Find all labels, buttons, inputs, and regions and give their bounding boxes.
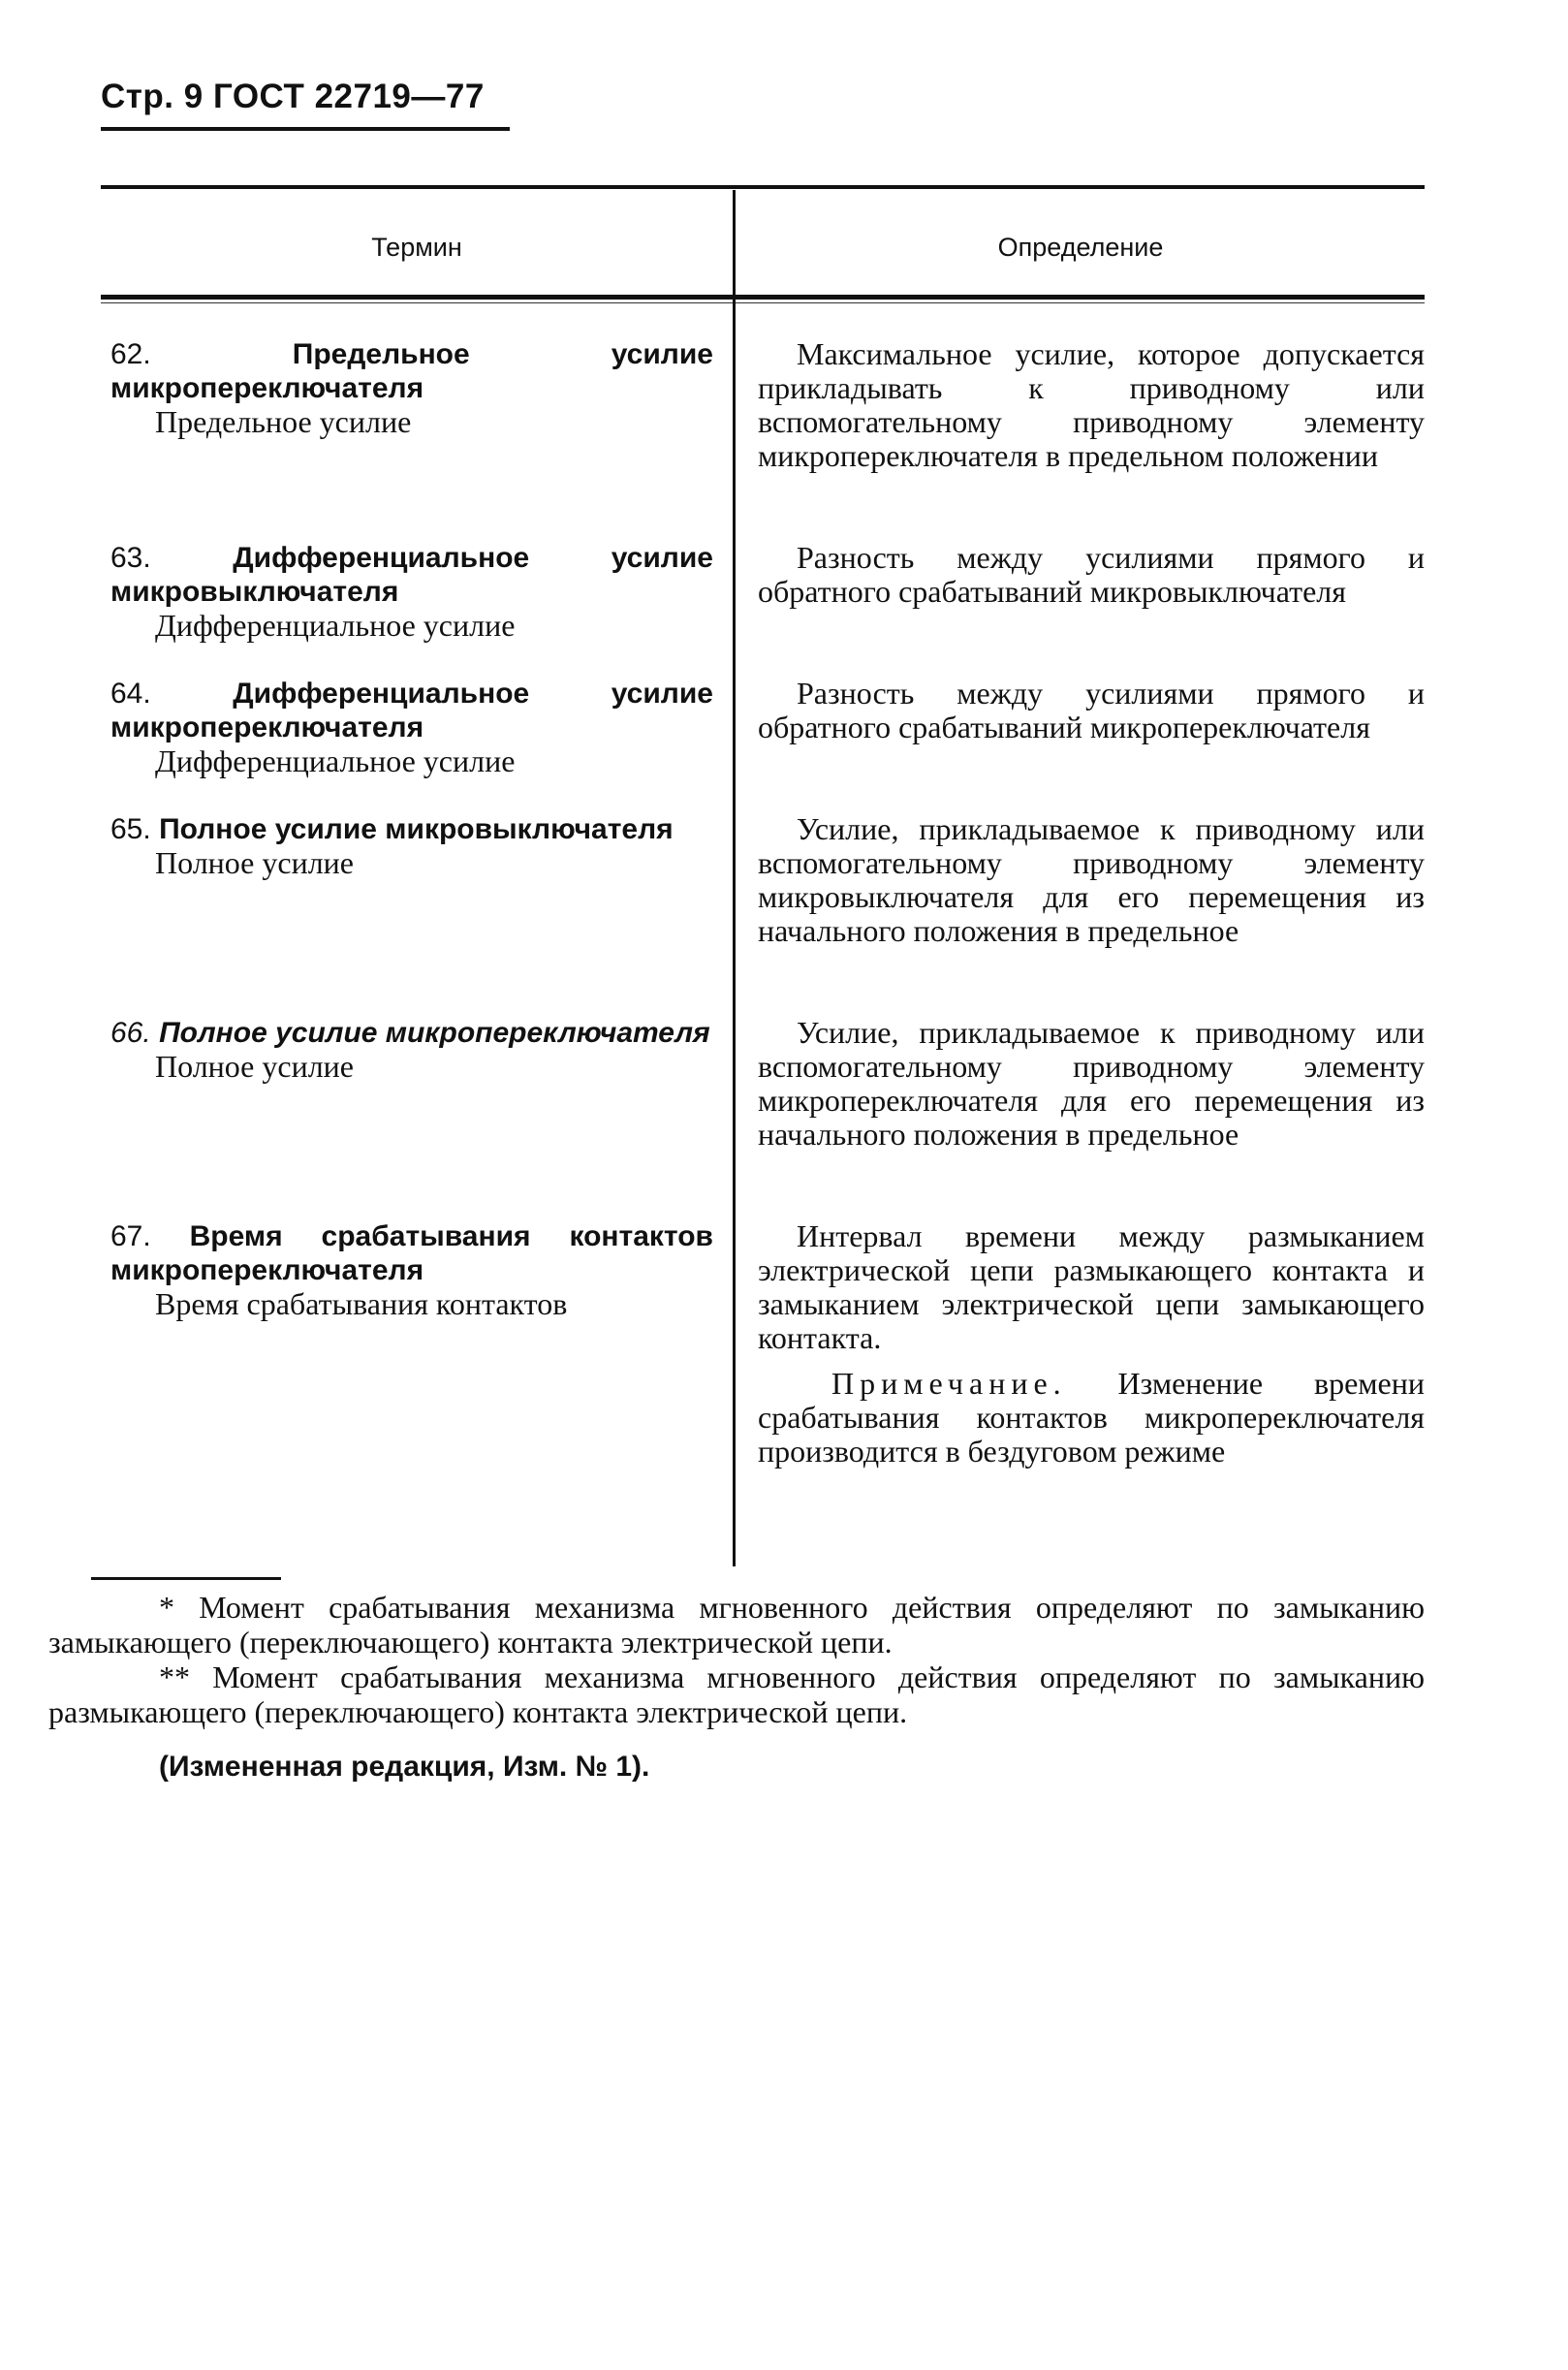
definition-62: Максимальное усилие, которое допускается прикладывать к приводному или вспомогательному приводному элементу микропереключателя в предельном положении — [758, 336, 1425, 473]
term-number: 63. — [110, 542, 151, 574]
note-67 — [758, 1367, 1425, 1469]
standard-code: ГОСТ 22719—77 — [212, 78, 485, 115]
table-header-rule — [101, 295, 1425, 300]
page-header — [101, 78, 485, 116]
amendment-note: (Измененная редакция, Изм. № 1). — [159, 1751, 650, 1783]
term-67 — [110, 1219, 713, 1321]
term-short: Предельное усилие — [155, 404, 412, 439]
term-65 — [110, 812, 713, 880]
term-full: Полное усилие микропереключателя — [159, 1017, 710, 1049]
footnote-1: * Момент срабатывания механизма мгновенного действия определяют по замыканию замыкающего (переключающего) контакта электрической цепи. — [48, 1590, 1425, 1659]
term-number: 62. — [110, 338, 151, 370]
term-number: 65. — [110, 813, 151, 845]
term-full: Время срабатывания контактов микропереключателя — [110, 1220, 713, 1286]
note-text: Изменение времени срабатывания контактов микропереключателя производится в бездуговом режиме — [758, 1366, 1425, 1469]
column-divider — [733, 190, 736, 1566]
column-header-term: Термин — [371, 233, 462, 262]
note-label: Примечание. — [831, 1366, 1067, 1401]
definition-66: Усилие, прикладываемое к приводному или вспомогательному приводному элементу микропереключателя для его перемещения из начального положения в предельное — [758, 1015, 1425, 1152]
footnote-rule — [91, 1577, 281, 1580]
term-64 — [110, 677, 713, 778]
page-number: Стр. 9 — [101, 78, 204, 115]
term-full: Дифференциальное усилие микровыключателя — [110, 542, 713, 608]
term-short: Время срабатывания контактов — [155, 1286, 568, 1321]
term-short: Полное усилие — [155, 845, 354, 880]
definition-67: Интервал времени между размыканием электрической цепи размыкающего контакта и замыканием электрической цепи замыкающего контакта. — [758, 1218, 1425, 1355]
term-short: Дифференциальное усилие — [155, 608, 516, 643]
footnotes — [48, 1590, 1425, 1729]
term-full: Предельное усилие микропереключателя — [110, 338, 713, 404]
term-short: Полное усилие — [155, 1049, 354, 1084]
table-top-rule — [101, 185, 1425, 189]
term-62 — [110, 337, 713, 439]
header-underline — [101, 127, 510, 131]
term-66 — [110, 1016, 713, 1084]
term-short: Дифференциальное усилие — [155, 743, 516, 778]
term-number: 64. — [110, 678, 151, 710]
term-full: Полное усилие микровыключателя — [159, 813, 674, 845]
definition-64: Разность между усилиями прямого и обратного срабатываний микропереключателя — [758, 676, 1425, 744]
table-header-rule-thin — [101, 302, 1425, 303]
definition-65: Усилие, прикладываемое к приводному или вспомогательному приводному элементу микровыключателя для его перемещения из начального положения в предельное — [758, 811, 1425, 948]
term-63 — [110, 541, 713, 643]
term-full: Дифференциальное усилие микропереключателя — [110, 678, 713, 743]
term-number: 66. — [110, 1017, 151, 1049]
column-header-definition: Определение — [997, 233, 1164, 262]
term-number: 67. — [110, 1220, 151, 1252]
footnote-2: ** Момент срабатывания механизма мгновенного действия определяют по замыканию размыкающего (переключающего) контакта электрической цепи. — [48, 1659, 1425, 1729]
definition-63: Разность между усилиями прямого и обратного срабатываний микровыключателя — [758, 540, 1425, 609]
